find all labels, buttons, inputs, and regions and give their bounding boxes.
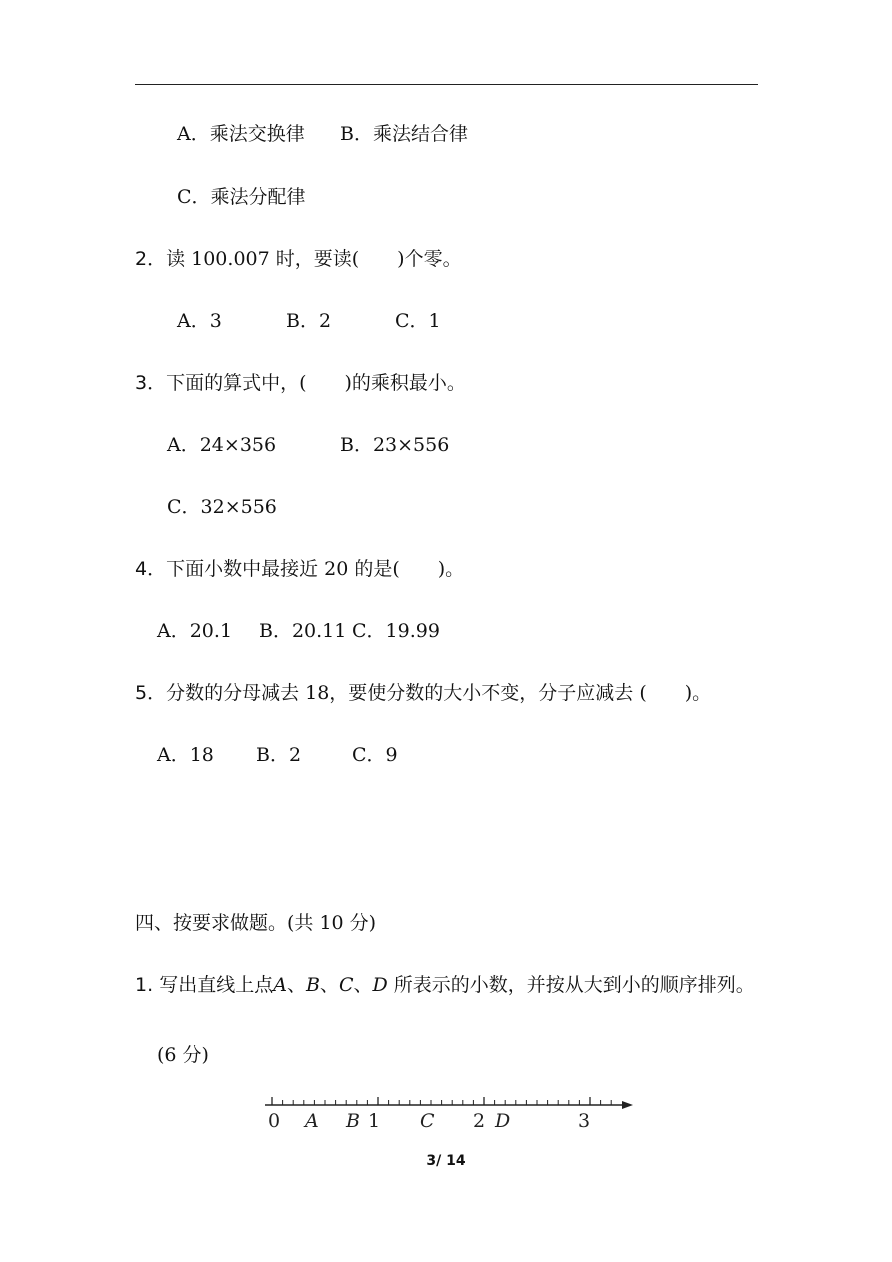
number-line-figure bbox=[255, 1088, 645, 1140]
q4-option-a: A．20.1 bbox=[157, 620, 233, 642]
q1-option-c: C．乘法分配律 bbox=[177, 186, 306, 208]
q4-option-c: C．19.99 bbox=[352, 620, 440, 642]
question-number: 3． bbox=[135, 372, 167, 394]
q2-option-b: B．2 bbox=[286, 310, 332, 332]
question-text: 下面的算式中，( )的乘积最小。 bbox=[166, 372, 466, 394]
q4-option-b: B．20.11 bbox=[259, 620, 347, 642]
q5-option-a: A．18 bbox=[157, 744, 214, 766]
label-point-d: D bbox=[495, 1110, 511, 1132]
q3-option-b: B．23×556 bbox=[340, 434, 450, 456]
q2-option-a: A．3 bbox=[177, 310, 222, 332]
label-two: 2 bbox=[473, 1110, 486, 1132]
label-point-b: B bbox=[346, 1110, 360, 1132]
q1-option-b: B．乘法结合律 bbox=[340, 123, 468, 145]
section4-question-1: 1. 写出直线上点A、B、C、D 所表示的小数，并按从大到小的顺序排列。 bbox=[135, 974, 755, 996]
header-rule bbox=[135, 84, 758, 85]
section-heading: 四、按要求做题。(共 10 分) bbox=[135, 912, 377, 934]
label-three: 3 bbox=[578, 1110, 591, 1132]
question-5 bbox=[135, 680, 711, 706]
label-point-c: C bbox=[420, 1110, 435, 1132]
page-number: 3/ 14 bbox=[426, 1153, 466, 1169]
q1-option-a: A．乘法交换律 bbox=[177, 123, 305, 145]
arrow-head-icon bbox=[622, 1101, 633, 1109]
question-text: 读 100.007 时，要读( )个零。 bbox=[166, 248, 462, 270]
number-line-ticks bbox=[272, 1097, 611, 1105]
question-number: 2． bbox=[135, 248, 167, 270]
question-number: 1. bbox=[135, 974, 154, 996]
question-number: 5． bbox=[135, 682, 167, 704]
q3-option-a: A．24×356 bbox=[167, 434, 277, 456]
label-one: 1 bbox=[368, 1110, 381, 1132]
question-text: 分数的分母减去 18，要使分数的大小不变，分子应减去 ( )。 bbox=[166, 682, 712, 704]
score-note: (6 分) bbox=[157, 1044, 209, 1066]
label-zero: 0 bbox=[268, 1110, 281, 1132]
question-4 bbox=[135, 556, 464, 582]
q5-option-c: C．9 bbox=[352, 744, 398, 766]
q3-option-c: C．32×556 bbox=[167, 496, 277, 518]
label-point-a: A bbox=[305, 1110, 319, 1132]
q5-option-b: B．2 bbox=[256, 744, 302, 766]
question-2 bbox=[135, 246, 462, 272]
question-text: 下面小数中最接近 20 的是( )。 bbox=[166, 558, 465, 580]
question-number: 4． bbox=[135, 558, 167, 580]
question-3 bbox=[135, 370, 466, 396]
q2-option-c: C．1 bbox=[395, 310, 441, 332]
